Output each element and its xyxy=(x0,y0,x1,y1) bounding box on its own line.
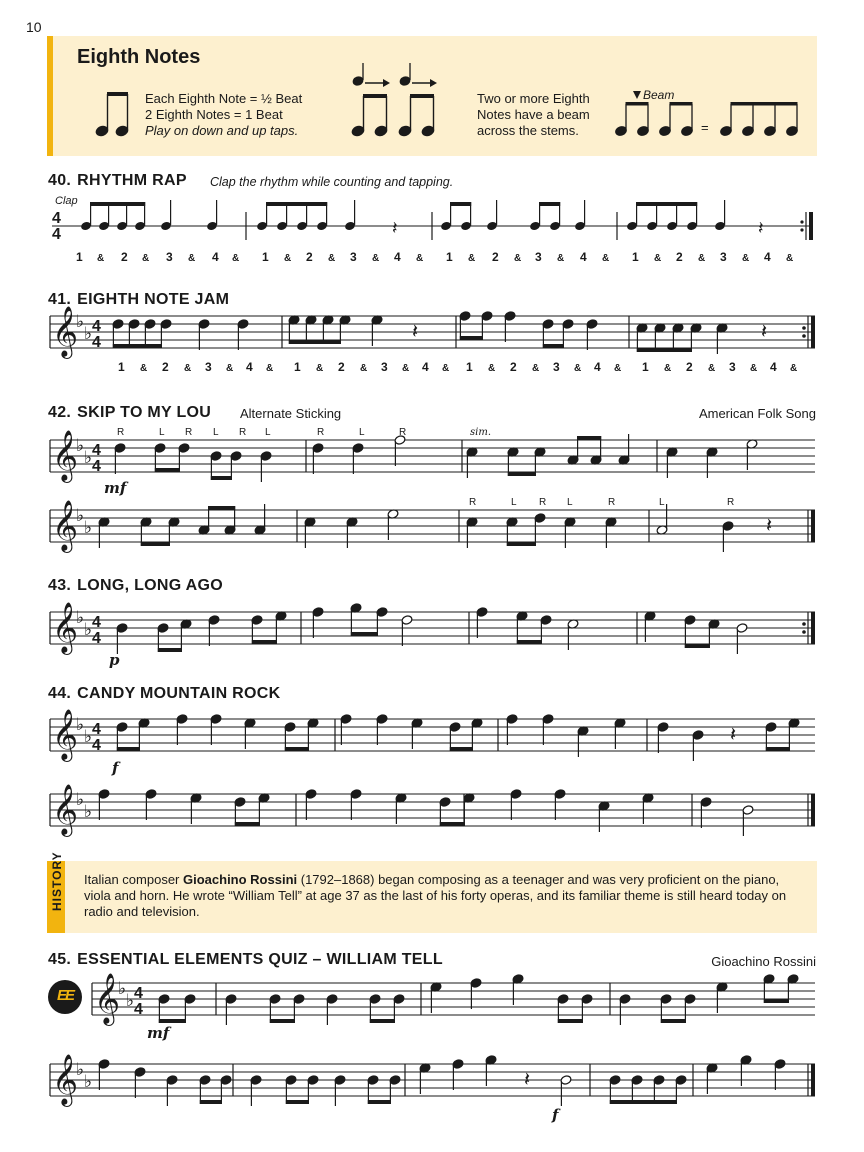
count-label: 2 xyxy=(492,250,499,264)
time-sig-top: 4 xyxy=(92,614,101,631)
beam xyxy=(558,1019,583,1023)
exercise-42-subtitle: Alternate Sticking xyxy=(240,406,342,421)
count-label: & xyxy=(708,363,716,374)
count-label: 3 xyxy=(205,360,212,374)
exercise-43-title: 43. LONG, LONG AGO xyxy=(48,577,223,594)
beam xyxy=(764,999,789,1003)
exercise-44-title: 44. CANDY MOUNTAIN ROCK xyxy=(48,685,281,702)
beam xyxy=(155,468,180,472)
treble-clef: 𝄞 xyxy=(52,784,79,835)
staff xyxy=(50,440,815,472)
sticking-label: R xyxy=(539,497,547,508)
beam xyxy=(200,1100,222,1104)
count-label: & xyxy=(140,363,148,374)
beam xyxy=(766,747,790,751)
flat-e: ♭ xyxy=(84,620,93,640)
count-label: 1 xyxy=(632,250,639,264)
sticking-label: R xyxy=(185,427,193,438)
staff xyxy=(50,510,815,542)
beam xyxy=(577,436,601,440)
info-col1-line1: Each Eighth Note = ½ Beat xyxy=(145,91,303,106)
beam xyxy=(610,1100,677,1104)
count-label: 4 xyxy=(580,250,587,264)
dynamic-mf: mf xyxy=(147,1024,170,1042)
info-col1-line2: 2 Eighth Notes = 1 Beat xyxy=(145,107,283,122)
beam xyxy=(351,632,378,636)
beam xyxy=(543,344,564,348)
count-label: 2 xyxy=(686,360,693,374)
staff xyxy=(50,1064,815,1096)
count-label: & xyxy=(184,363,192,374)
history-label: HISTORY xyxy=(50,851,64,911)
dynamic-mf: mf xyxy=(104,479,127,497)
time-sig-bottom: 4 xyxy=(92,458,101,475)
sticking-label: R xyxy=(727,497,735,508)
beam xyxy=(252,640,277,644)
count-label: & xyxy=(360,363,368,374)
count-label: & xyxy=(790,363,798,374)
beam xyxy=(637,348,692,352)
sticking-label: L xyxy=(567,497,573,508)
beam xyxy=(117,747,140,751)
exercise-42-title: 42. SKIP TO MY LOU xyxy=(48,404,212,421)
beam xyxy=(450,202,471,206)
beam xyxy=(285,747,309,751)
count-label: 4 xyxy=(246,360,253,374)
sticking-label: R xyxy=(317,427,325,438)
count-label: & xyxy=(284,253,292,264)
repeat-dot xyxy=(802,622,806,626)
time-sig-bottom: 4 xyxy=(92,334,101,351)
count-label: & xyxy=(654,253,662,264)
flat-b: ♭ xyxy=(76,790,85,810)
quarter-rest: 𝄽 xyxy=(761,319,768,343)
exercise-41-title: 41. EIGHTH NOTE JAM xyxy=(48,291,230,308)
count-label: & xyxy=(416,253,424,264)
dynamic-f: f xyxy=(112,759,119,777)
final-thick-bar xyxy=(811,510,815,542)
exercise-42-composer: American Folk Song xyxy=(698,406,816,421)
beam xyxy=(159,1019,186,1023)
tap-count-2: 2 xyxy=(400,124,407,138)
beam xyxy=(460,336,483,340)
repeat-dot xyxy=(802,334,806,338)
count-label: 2 xyxy=(306,250,313,264)
flat-b: ♭ xyxy=(76,436,85,456)
count-label: 3 xyxy=(720,250,727,264)
time-sig-top: 4 xyxy=(92,721,101,738)
beam-label: Beam xyxy=(643,88,675,102)
beam xyxy=(636,202,697,206)
count-label: 4 xyxy=(770,360,777,374)
pair-count-and: & xyxy=(117,126,125,137)
count-label: 1 xyxy=(466,360,473,374)
flat-e: ♭ xyxy=(84,727,93,747)
count-label: 3 xyxy=(553,360,560,374)
count-label: 4 xyxy=(212,250,219,264)
info-col3-line3: across the stems. xyxy=(477,123,579,138)
exercise-45-composer: Gioachino Rossini xyxy=(711,954,816,969)
time-sig-top: 4 xyxy=(52,210,61,227)
final-thick-bar xyxy=(811,1064,815,1096)
count-label: & xyxy=(266,363,274,374)
quarter-rest: 𝄽 xyxy=(524,1067,531,1091)
info-col3-line2: Notes have a beam xyxy=(477,107,590,122)
flat-b: ♭ xyxy=(76,608,85,628)
time-sig-bottom: 4 xyxy=(92,630,101,647)
staff xyxy=(50,794,815,826)
sticking-label: L xyxy=(511,497,517,508)
count-label: 1 xyxy=(76,250,83,264)
info-col1-line3: Play on down and up taps. xyxy=(145,123,299,138)
dynamic-f: f xyxy=(552,1106,559,1124)
count-label: & xyxy=(532,363,540,374)
count-label: 3 xyxy=(381,360,388,374)
count-label: 3 xyxy=(350,250,357,264)
flat-e: ♭ xyxy=(84,518,93,538)
treble-clef: 𝄞 xyxy=(94,973,121,1024)
beam xyxy=(289,340,341,344)
beam xyxy=(539,202,560,206)
count-label: & xyxy=(514,253,522,264)
beam xyxy=(507,542,536,546)
sticking-label: L xyxy=(359,427,365,438)
beam xyxy=(90,202,145,206)
quarter-rest: 𝄽 xyxy=(766,513,773,537)
time-sig-top: 4 xyxy=(134,985,143,1002)
count-label: 2 xyxy=(676,250,683,264)
pair-count-1: 1 xyxy=(97,124,104,138)
tap-count-and-1: & xyxy=(377,126,385,137)
flat-e: ♭ xyxy=(84,448,93,468)
count-label: 2 xyxy=(162,360,169,374)
time-sig-bottom: 4 xyxy=(134,1001,143,1018)
quarter-rest: 𝄽 xyxy=(392,218,398,239)
dynamic-p: p xyxy=(109,651,120,669)
flat-e: ♭ xyxy=(84,324,93,344)
count-label: & xyxy=(750,363,758,374)
beam xyxy=(141,542,170,546)
repeat-dot xyxy=(800,220,803,223)
count-label: & xyxy=(232,253,240,264)
flat-e: ♭ xyxy=(84,1072,93,1092)
beam xyxy=(685,644,710,648)
count-label: 1 xyxy=(446,250,453,264)
beam xyxy=(158,648,182,652)
info-col3-line1: Two or more Eighth xyxy=(477,91,590,106)
count-label: 1 xyxy=(642,360,649,374)
sticking-label: L xyxy=(659,497,665,508)
count-label: & xyxy=(742,253,750,264)
quarter-rest: 𝄽 xyxy=(412,319,419,343)
beam xyxy=(208,506,235,510)
beam xyxy=(517,640,542,644)
sim-label: sim. xyxy=(470,427,491,438)
count-label: & xyxy=(664,363,672,374)
count-label: & xyxy=(698,253,706,264)
exercise-40-subtitle: Clap the rhythm while counting and tapping. xyxy=(210,175,454,189)
beam xyxy=(508,472,536,476)
final-thick-bar xyxy=(811,794,815,826)
count-label: 1 xyxy=(262,250,269,264)
clap-label: Clap xyxy=(55,195,78,207)
count-label: 4 xyxy=(594,360,601,374)
beam xyxy=(286,1100,309,1104)
ee-badge-text: EE xyxy=(56,987,73,1004)
exercise-45-title: 45. ESSENTIAL ELEMENTS QUIZ – WILLIAM TELL xyxy=(48,951,443,968)
treble-clef: 𝄞 xyxy=(52,602,79,653)
flat-b: ♭ xyxy=(118,979,127,999)
beam xyxy=(370,1019,395,1023)
beam xyxy=(440,822,465,826)
count-label: & xyxy=(614,363,622,374)
count-label: 1 xyxy=(294,360,301,374)
count-label: & xyxy=(602,253,610,264)
count-label: & xyxy=(188,253,196,264)
flat-b: ♭ xyxy=(76,1060,85,1080)
count-label: & xyxy=(468,253,476,264)
sticking-label: R xyxy=(608,497,616,508)
repeat-thick-bar xyxy=(811,612,815,644)
repeat-dot xyxy=(800,228,803,231)
count-label: 1 xyxy=(118,360,125,374)
count-label: & xyxy=(142,253,150,264)
count-label: & xyxy=(316,363,324,374)
info-box-title: Eighth Notes xyxy=(77,46,201,68)
count-label: 3 xyxy=(535,250,542,264)
sticking-label: R xyxy=(469,497,477,508)
exercise-40-title: 40. RHYTHM RAP xyxy=(48,172,187,189)
treble-clef: 𝄞 xyxy=(52,430,79,481)
count-label: & xyxy=(786,253,794,264)
treble-clef: 𝄞 xyxy=(52,1054,79,1105)
sticking-label: R xyxy=(399,427,407,438)
sticking-label: L xyxy=(265,427,271,438)
equals-sign: = xyxy=(701,120,709,135)
sticking-label: L xyxy=(159,427,165,438)
count-label: 4 xyxy=(394,250,401,264)
flat-e: ♭ xyxy=(126,991,135,1011)
count-label: 4 xyxy=(422,360,429,374)
treble-clef: 𝄞 xyxy=(52,709,79,760)
flat-b: ♭ xyxy=(76,312,85,332)
quarter-rest: 𝄽 xyxy=(730,722,737,746)
count-label: 2 xyxy=(338,360,345,374)
flat-b: ♭ xyxy=(76,506,85,526)
time-sig-top: 4 xyxy=(92,318,101,335)
count-label: & xyxy=(97,253,105,264)
flat-e: ♭ xyxy=(84,802,93,822)
count-label: & xyxy=(328,253,336,264)
count-label: & xyxy=(442,363,450,374)
beam xyxy=(368,1100,391,1104)
beam xyxy=(235,822,260,826)
count-label: 3 xyxy=(166,250,173,264)
count-label: & xyxy=(372,253,380,264)
beam xyxy=(266,202,327,206)
count-label: 4 xyxy=(764,250,771,264)
sticking-label: L xyxy=(213,427,219,438)
beam xyxy=(270,1019,295,1023)
count-label: & xyxy=(557,253,565,264)
flat-b: ♭ xyxy=(76,715,85,735)
count-label: & xyxy=(226,363,234,374)
count-label: 2 xyxy=(510,360,517,374)
count-label: & xyxy=(488,363,496,374)
repeat-dot xyxy=(802,326,806,330)
repeat-dot xyxy=(802,630,806,634)
tap-count-1: 1 xyxy=(353,124,360,138)
time-sig-top: 4 xyxy=(92,442,101,459)
count-label: & xyxy=(574,363,582,374)
page-number: 10 xyxy=(26,19,42,35)
count-label: 2 xyxy=(121,250,128,264)
sticking-label: R xyxy=(117,427,125,438)
count-label: & xyxy=(402,363,410,374)
staff xyxy=(92,983,815,1015)
time-sig-bottom: 4 xyxy=(92,737,101,754)
treble-clef: 𝄞 xyxy=(52,500,79,551)
sticking-label: R xyxy=(239,427,247,438)
count-label: 3 xyxy=(729,360,736,374)
tap-count-and-2: & xyxy=(424,126,432,137)
repeat-thick-bar xyxy=(809,212,813,240)
beam xyxy=(661,1019,686,1023)
history-text: Italian composer Gioachino Rossini (1792–1868) began composing as a teenager and was very proficient on the piano, viola and horn. He wrote “William Tell” at age 37 as the last of his forty operas, and its familiar theme is still heard today on radio and television. xyxy=(84,872,787,919)
time-sig-bottom: 4 xyxy=(52,226,61,243)
beam xyxy=(450,747,473,751)
repeat-thick-bar xyxy=(811,316,815,348)
treble-clef: 𝄞 xyxy=(52,306,79,357)
quarter-rest: 𝄽 xyxy=(758,218,764,239)
beam xyxy=(211,476,232,480)
beam xyxy=(113,344,162,348)
